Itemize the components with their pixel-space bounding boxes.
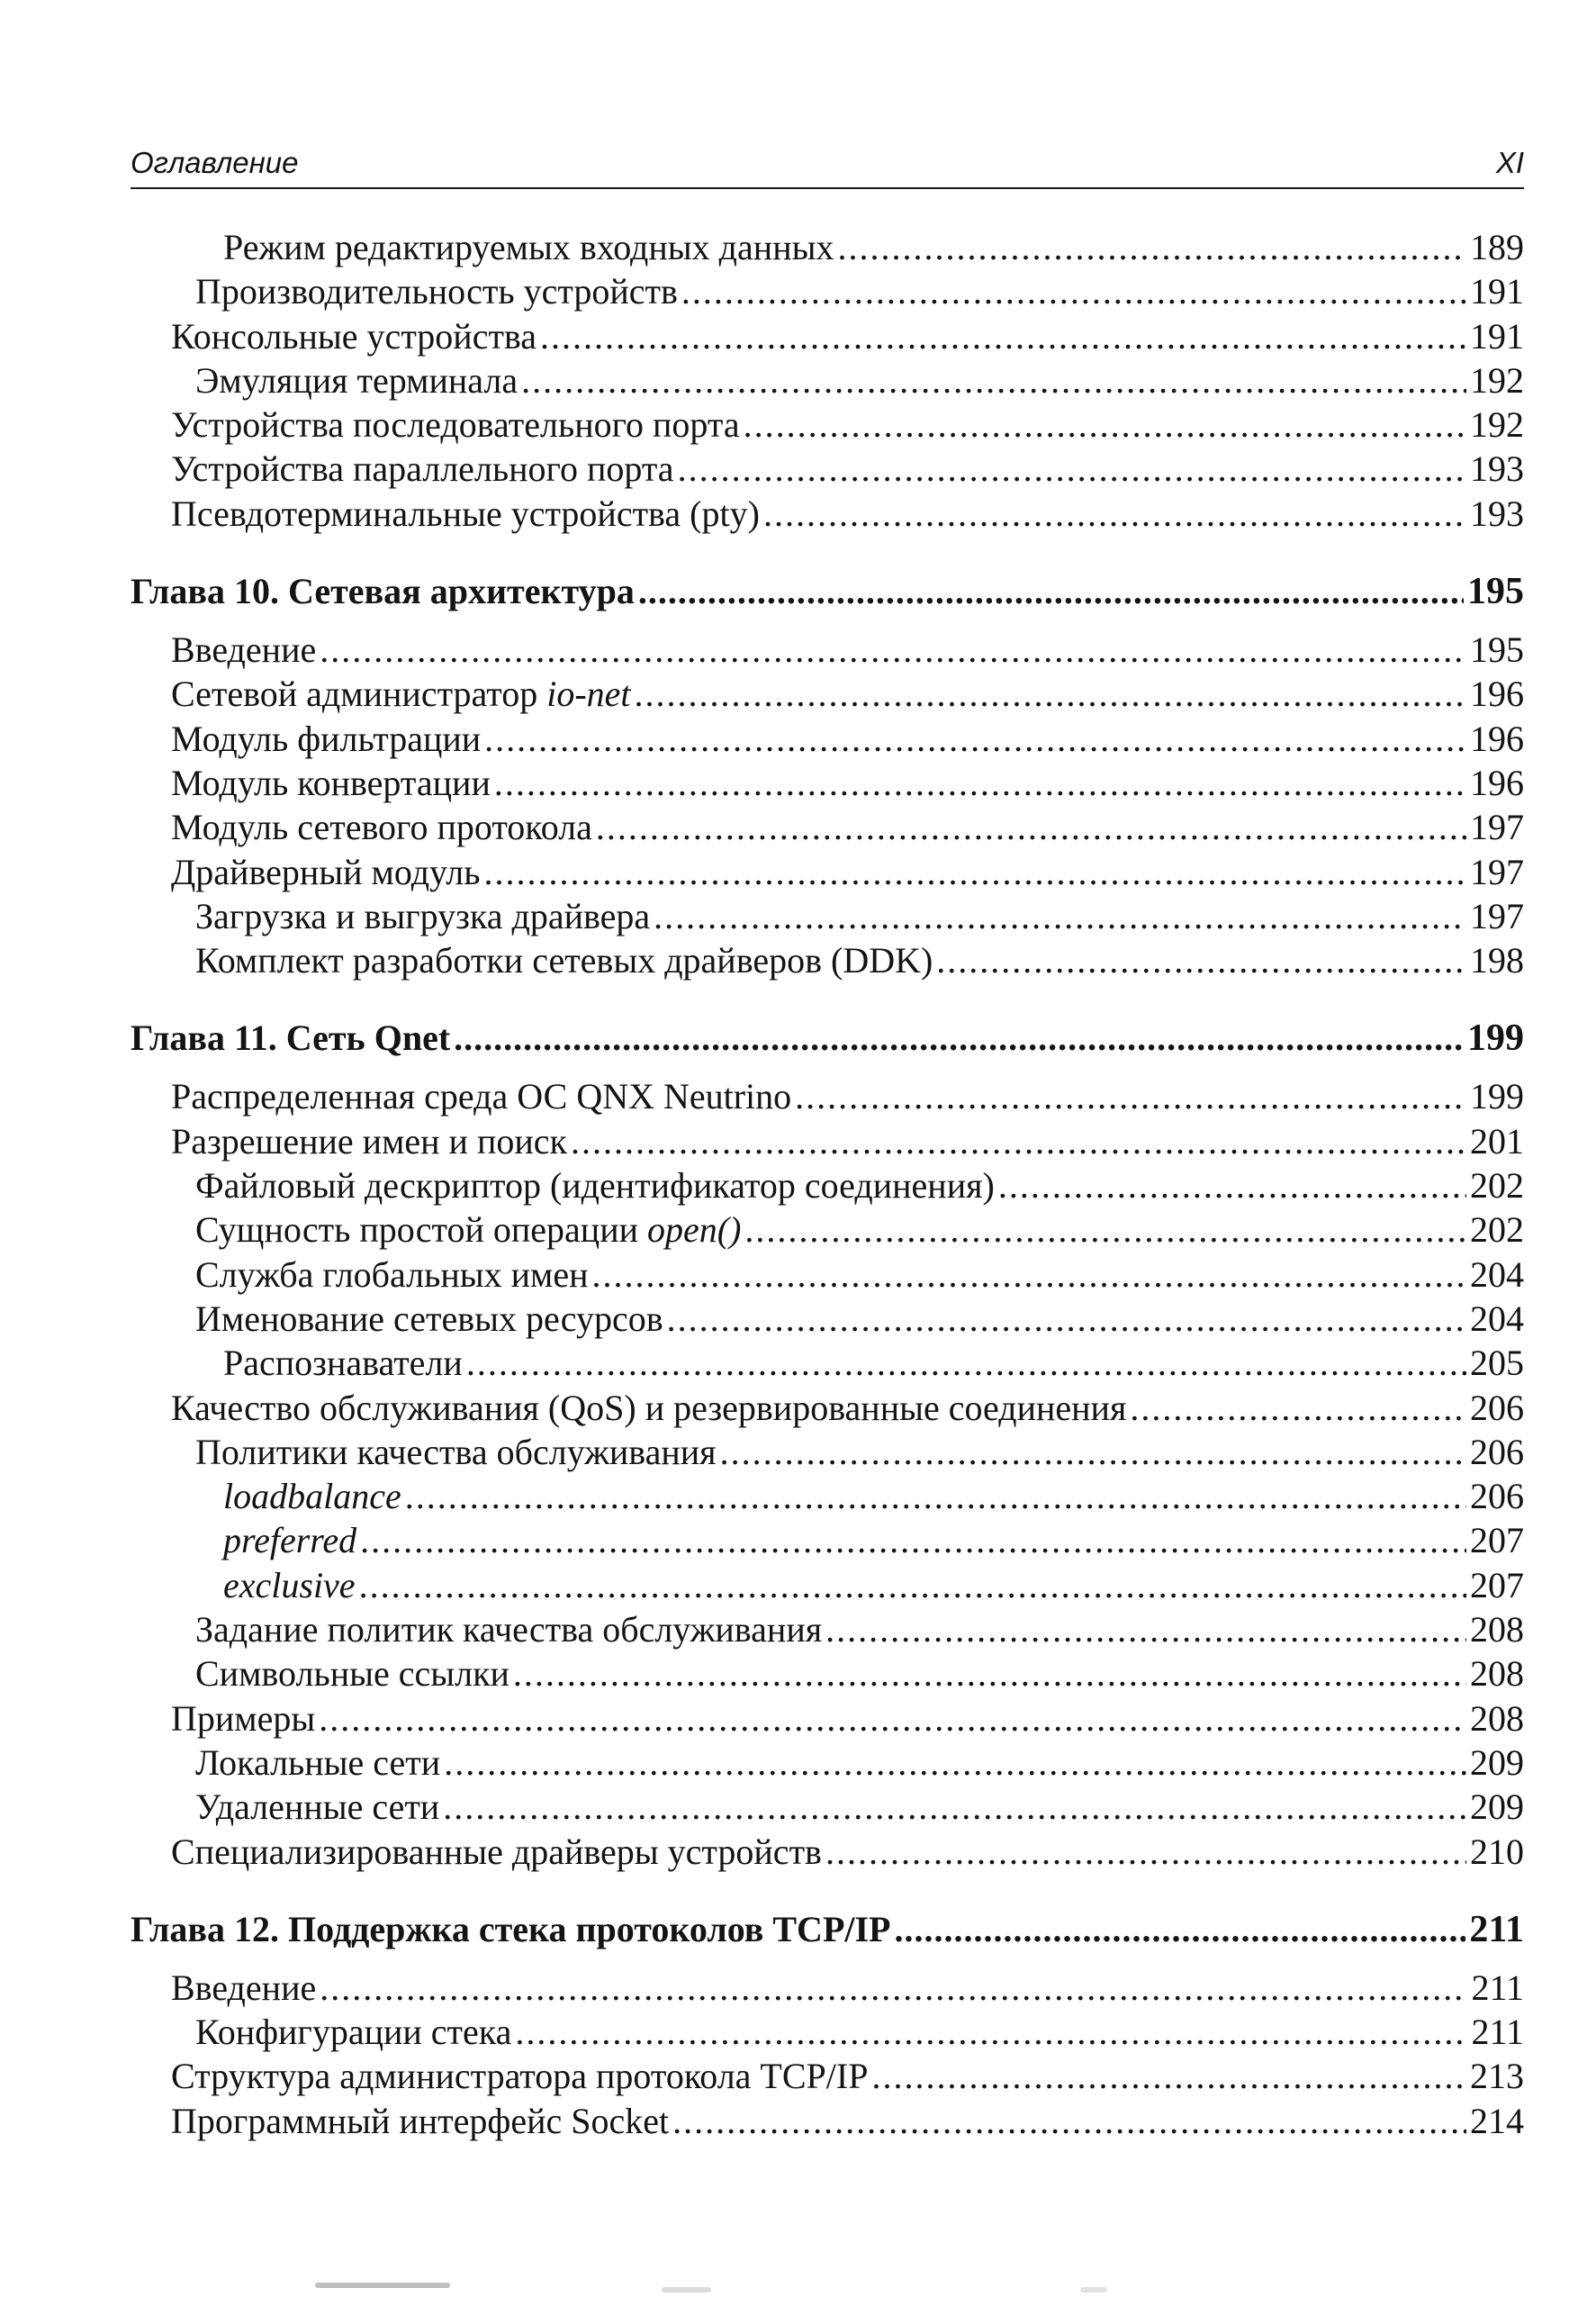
leader-dots [720,1430,1466,1474]
toc-entry-title: Модуль конвертации [171,762,491,803]
toc-entry-page: 208 [1470,1697,1524,1739]
toc-entry-page: 206 [1470,1476,1524,1517]
toc-entry-title: Распознаватели [223,1343,463,1384]
toc-entry[interactable] [131,1518,1524,1562]
toc-entry-page: 199 [1470,1076,1524,1117]
scan-artifact [1080,2287,1107,2292]
toc-entry[interactable] [131,1651,1524,1696]
toc-entry-page: 189 [1470,227,1524,267]
toc-entry[interactable] [131,1741,1524,1785]
toc-entry-title: Введение [171,1967,317,2008]
toc-entry-title: Модуль сетевого протокола [171,807,592,848]
toc-entry[interactable] [131,492,1524,536]
toc-entry-title: Модуль фильтрации [171,718,482,759]
leader-dots [444,1741,1466,1785]
toc-entry[interactable] [131,269,1524,313]
leader-dots [494,761,1466,805]
toc-entry[interactable] [131,1785,1524,1829]
toc-entry-title: Файловый дескриптор (идентификатор соединения) [195,1165,995,1207]
toc-entry-page: 205 [1470,1343,1524,1384]
toc-entry[interactable] [131,1563,1524,1607]
toc-entry-title: Политики качества обслуживания [195,1431,717,1472]
toc-entry-title: Локальные сети [195,1741,441,1783]
toc-entry-page: 208 [1470,1653,1524,1695]
toc-chapter-heading[interactable] [131,1013,1524,1063]
toc-entry[interactable] [131,358,1524,402]
leader-dots [635,672,1466,716]
leader-dots [638,566,1464,617]
toc-entry-title: Разрешение имен и поиск [171,1120,567,1162]
toc-entry-title: Примеры [171,1697,316,1739]
toc-entry[interactable] [131,1474,1524,1518]
toc-section-chapter-10 [131,566,1524,982]
chapter-page: 199 [1467,1017,1524,1060]
toc-entry-title-text: Сетевой администратор [171,674,547,715]
toc-entry-page: 197 [1470,895,1524,936]
toc-entry-title: Эмуляция терминала [195,359,518,401]
leader-dots [484,850,1467,894]
toc-entry-page: 208 [1470,1609,1524,1650]
leader-dots [744,402,1466,447]
toc-entry[interactable] [131,2054,1524,2098]
leader-dots [678,447,1466,491]
leader-dots [795,1074,1466,1118]
leader-dots [360,1518,1466,1562]
leader-dots [672,2099,1466,2143]
toc-entry-page: 191 [1470,315,1524,357]
leader-dots [667,1297,1466,1341]
header-page-number: XI [1495,146,1524,179]
leader-dots [320,1966,1467,2010]
chapter-title: Глава 12. Поддержка стека протоколов TCP/IP [131,1908,891,1949]
toc-entry[interactable] [131,894,1524,938]
toc-entry-title: Драйверный модуль [171,851,481,892]
leader-dots [484,717,1466,761]
leader-dots [837,225,1466,269]
toc-entry-title: Качество обслуживания (QoS) и резервированные соединения [171,1387,1127,1428]
toc-section-chapter-9-continued [131,225,1524,536]
toc-entry-page: 211 [1471,2012,1524,2053]
toc-entry-page: 211 [1471,1967,1524,2008]
leader-dots [998,1163,1466,1207]
toc-entry-page: 204 [1470,1298,1524,1339]
toc-chapter-heading[interactable] [131,1904,1524,1955]
toc-entry-title: Служба глобальных имен [195,1253,589,1295]
toc-entry[interactable] [131,1696,1524,1741]
chapter-page: 195 [1467,571,1524,613]
header-section-title: Оглавление [131,146,299,179]
toc-entry-title: Специализированные драйверы устройств [171,1831,822,1872]
toc-entry-page: 206 [1470,1387,1524,1428]
leader-dots [744,1207,1466,1252]
toc-entry-title: Режим редактируемых входных данных [223,227,834,267]
toc-entry-page: 206 [1470,1431,1524,1472]
leader-dots [454,1013,1464,1063]
leader-dots [359,1563,1466,1607]
toc-entry-title: Именование сетевых ресурсов [195,1298,663,1339]
toc-entry[interactable] [131,1163,1524,1207]
toc-entry-page: 196 [1470,674,1524,715]
toc-entry-page: 214 [1470,2100,1524,2141]
leader-dots [540,314,1466,358]
toc-entry[interactable] [131,761,1524,805]
leader-dots [466,1341,1466,1385]
toc-entry-page: 202 [1470,1209,1524,1251]
toc-entry[interactable] [131,314,1524,358]
toc-entry-page: 193 [1470,493,1524,534]
toc-entry-title: Программный интерфейс Socket [171,2100,670,2141]
toc-entry-title: Задание политик качества обслуживания [195,1609,823,1650]
toc-entry-page: 191 [1470,271,1524,312]
leader-dots [681,269,1466,313]
toc-entry-title: Удаленные сети [195,1786,440,1828]
leader-dots [571,1119,1466,1163]
toc-entry[interactable] [131,850,1524,894]
toc-entry[interactable] [131,2099,1524,2143]
toc-entry-title-text: Сущность простой операции [195,1209,648,1251]
toc-entry[interactable] [131,672,1524,716]
chapter-title: Глава 11. Сеть Qnet [131,1017,451,1059]
table-of-contents [131,225,1524,2143]
toc-entry[interactable] [131,628,1524,672]
toc-entry-title: Символьные ссылки [195,1653,509,1695]
toc-entry-page: 197 [1470,851,1524,892]
toc-entry[interactable] [131,1386,1524,1430]
toc-entry-page: 209 [1470,1741,1524,1783]
toc-entry[interactable] [131,1966,1524,2010]
toc-entry[interactable] [131,805,1524,849]
leader-dots [513,1651,1466,1696]
toc-entry[interactable] [131,1341,1524,1385]
toc-entry-title: loadbalance [223,1476,401,1517]
toc-entry-page: 195 [1470,629,1524,671]
toc-entry-page: 193 [1470,448,1524,490]
toc-entry[interactable] [131,447,1524,491]
toc-entry-page: 192 [1470,359,1524,401]
chapter-title: Глава 10. Сетевая архитектура [131,571,635,612]
toc-entry-page: 209 [1470,1786,1524,1828]
leader-dots [591,1252,1466,1297]
toc-entry-title: Устройства параллельного порта [171,448,674,490]
toc-entry[interactable] [131,717,1524,761]
toc-chapter-heading[interactable] [131,566,1524,617]
leader-dots [654,894,1466,938]
toc-entry-page: 202 [1470,1165,1524,1207]
toc-entry-page: 196 [1470,762,1524,803]
toc-entry-page: 213 [1470,2056,1524,2097]
leader-dots [1130,1386,1466,1430]
toc-entry[interactable] [131,938,1524,982]
toc-entry-title [195,1207,741,1252]
scan-artifact [315,2283,450,2288]
leader-dots [825,1830,1466,1874]
toc-entry-page: 204 [1470,1253,1524,1295]
toc-entry-title-italic: io-net [546,674,631,715]
scan-artifact [662,2287,711,2292]
toc-entry-title: Производительность устройств [195,271,678,312]
toc-entry-page: 198 [1470,940,1524,981]
toc-section-chapter-12 [131,1904,1524,2143]
leader-dots [319,1696,1466,1741]
leader-dots [936,938,1466,982]
leader-dots [763,492,1466,536]
toc-entry[interactable] [131,2010,1524,2054]
toc-entry-title: exclusive [223,1564,356,1605]
toc-entry-page: 201 [1470,1120,1524,1162]
toc-entry[interactable] [131,1207,1524,1252]
toc-entry-title [171,672,631,716]
toc-entry-page: 207 [1470,1564,1524,1605]
toc-entry[interactable] [131,1252,1524,1297]
toc-entry[interactable] [131,1119,1524,1163]
toc-entry[interactable] [131,1297,1524,1341]
leader-dots [443,1785,1466,1829]
running-header [131,137,1524,189]
toc-entry-page: 196 [1470,718,1524,759]
toc-entry[interactable] [131,1830,1524,1874]
toc-entry-page: 207 [1470,1520,1524,1561]
toc-entry-title: Консольные устройства [171,315,537,357]
toc-entry-title: Загрузка и выгрузка драйвера [195,895,651,936]
toc-entry-title: Псевдотерминальные устройства (pty) [171,493,760,534]
leader-dots [515,2010,1467,2054]
toc-entry-title-italic: open() [647,1209,742,1251]
toc-entry[interactable] [131,225,1524,269]
toc-entry-title: Конфигурации стека [195,2012,512,2053]
toc-entry-page: 210 [1470,1831,1524,1872]
toc-entry-title: Введение [171,629,317,671]
toc-section-chapter-11 [131,1013,1524,1873]
leader-dots [895,1904,1466,1955]
toc-entry-title: Устройства последовательного порта [171,404,740,446]
leader-dots [825,1607,1466,1651]
leader-dots [320,628,1466,672]
toc-entry[interactable] [131,1430,1524,1474]
leader-dots [871,2054,1466,2098]
toc-entry-page: 197 [1470,807,1524,848]
toc-entry-title: Комплект разработки сетевых драйверов (DDK) [195,940,933,981]
leader-dots [596,805,1466,849]
toc-entry-title: Структура администратора протокола TCP/IP [171,2056,869,2097]
toc-entry[interactable] [131,1607,1524,1651]
chapter-page: 211 [1469,1908,1524,1950]
toc-entry-title: preferred [223,1520,357,1561]
toc-entry-title: Распределенная среда ОС QNX Neutrino [171,1076,792,1117]
toc-entry-page: 192 [1470,404,1524,446]
leader-dots [521,358,1466,402]
toc-entry[interactable] [131,1074,1524,1118]
leader-dots [405,1474,1466,1518]
toc-entry[interactable] [131,402,1524,447]
